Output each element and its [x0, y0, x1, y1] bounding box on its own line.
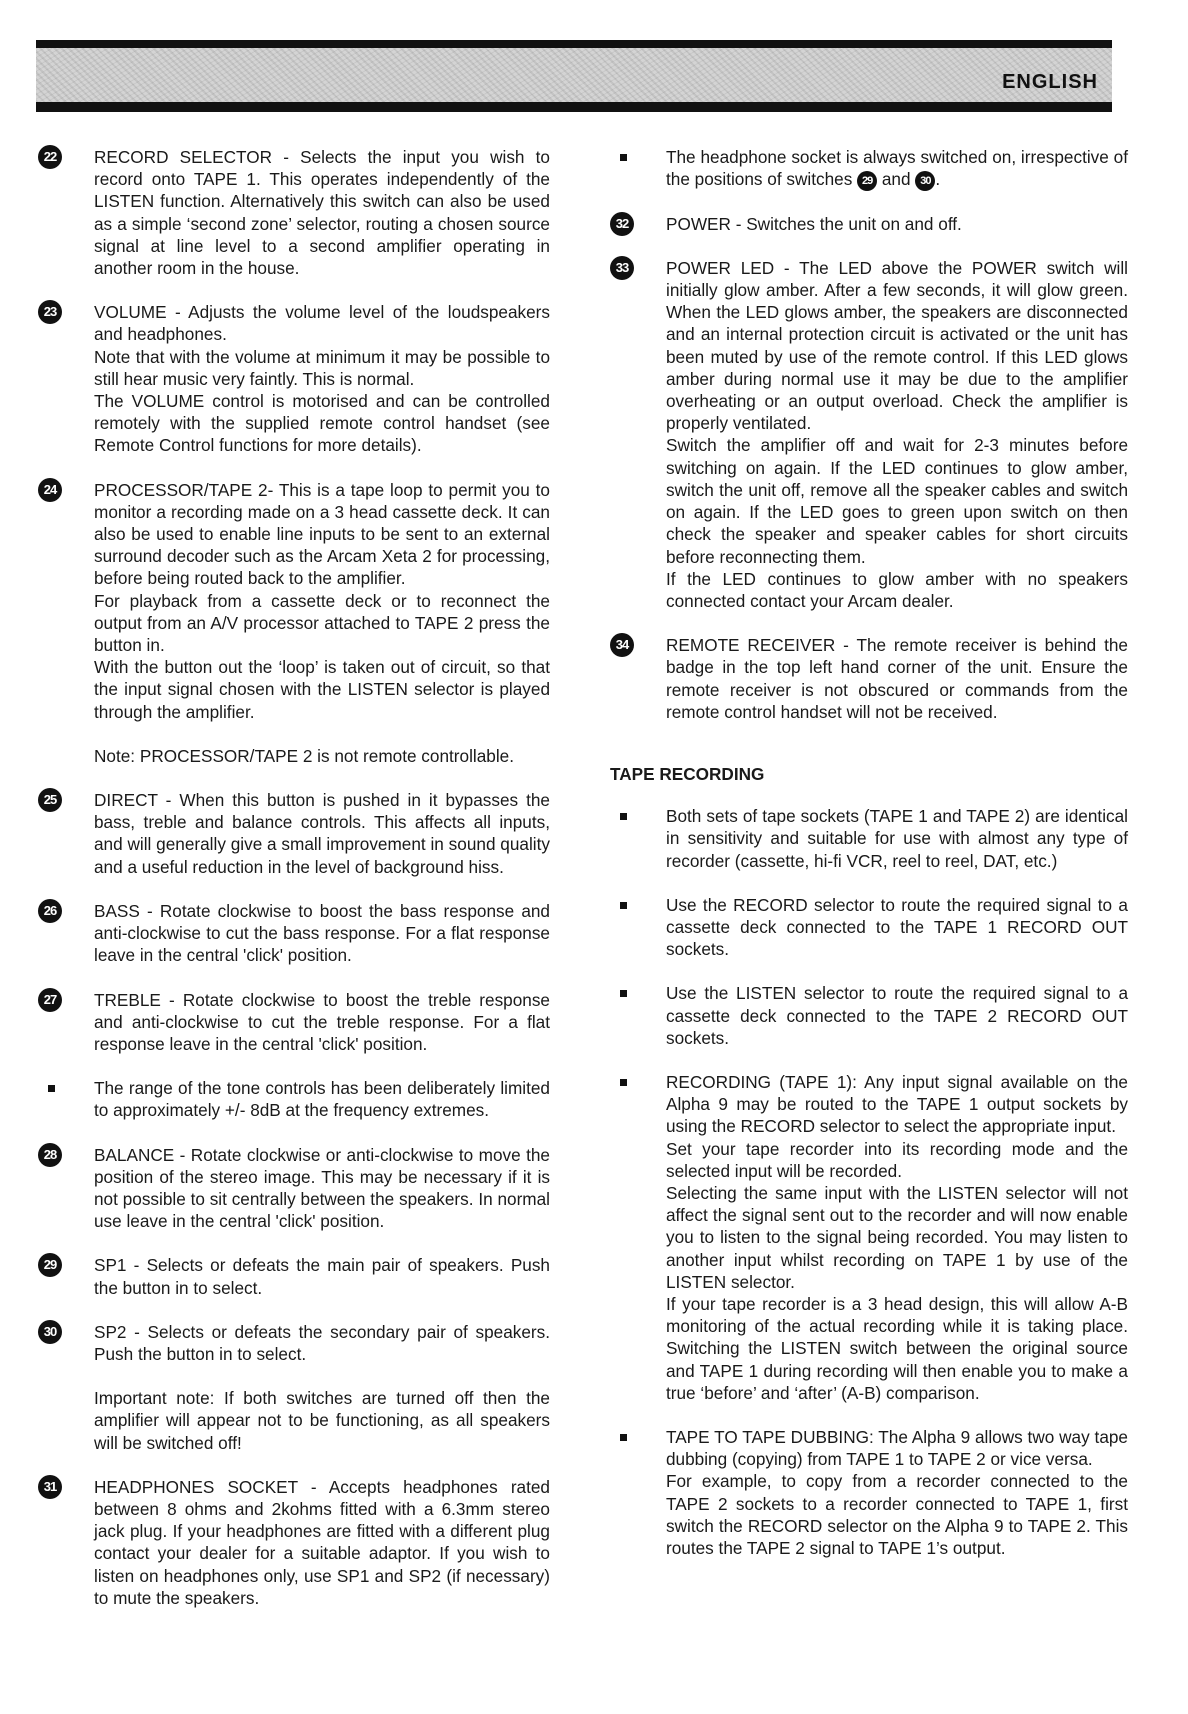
item-number-badge: 28 — [38, 1143, 62, 1167]
item-text: SP1 - Selects or defeats the main pair of speakers. Push the button in to select. — [94, 1255, 550, 1298]
header-banner — [36, 40, 1112, 112]
bullet-tape-dubbing — [610, 1426, 1128, 1559]
item-text: RECORDING (TAPE 1): Any input signal available on the Alpha 9 may be routed to the TAPE 1 output sockets by using the RECORD selector to select the appropriate input. — [666, 1071, 1128, 1137]
item-number-badge: 25 — [38, 788, 62, 812]
item-number-badge: 29 — [38, 1253, 62, 1277]
item-28-balance — [38, 1144, 550, 1233]
item-32-power — [610, 213, 1128, 235]
item-27-treble — [38, 989, 550, 1056]
item-text: TAPE TO TAPE DUBBING: The Alpha 9 allows two way tape dubbing (copying) from TAPE 1 to TAPE 2 or vice versa. — [666, 1427, 1128, 1470]
item-text: If your tape recorder is a 3 head design, this will allow A-B monitoring of the actual recording while it is taking place. Switching the LISTEN switch between the original source and TAPE 1 during recording will then enable you to make a true ‘before’ and ‘after’ (A-B) comparison. — [666, 1293, 1128, 1403]
item-number-badge: 26 — [38, 899, 62, 923]
item-25-direct — [38, 789, 550, 878]
item-text: HEADPHONES SOCKET - Accepts headphones rated between 8 ohms and 2kohms fitted with a 6.3mm stereo jack plug. If your headphones are fitted with a different plug contact your dealer for a suitable adaptor. If you wish to listen on headphones only, use SP1 and SP2 (if necessary) to mute the speakers. — [94, 1476, 550, 1608]
item-number-badge: 27 — [38, 988, 62, 1012]
headphone-text: The headphone socket is always switched on, irrespective of the positions of switches — [666, 147, 1128, 190]
bullet-tape-sockets — [610, 805, 1128, 872]
item-text: Use the RECORD selector to route the required signal to a cassette deck connected to the TAPE 1 RECORD OUT sockets. — [666, 894, 1128, 960]
speaker-important-note: Important note: If both switches are turned off then the amplifier will appear not to be functioning, as all speakers will be switched off! — [94, 1388, 550, 1453]
section-heading-tape-recording: TAPE RECORDING — [610, 763, 765, 784]
item-23-volume — [38, 301, 550, 456]
item-text: BASS - Rotate clockwise to boost the bass response and anti-clockwise to cut the bass response. For a flat response leave in the central 'click' position. — [94, 900, 550, 966]
item-number-badge: 34 — [610, 633, 634, 657]
item-text: POWER - Switches the unit on and off. — [666, 213, 962, 234]
item-34-remote-receiver — [610, 634, 1128, 723]
item-text: Set your tape recorder into its recording mode and the selected input will be recorded. — [666, 1138, 1128, 1181]
bullet-icon — [48, 1085, 55, 1092]
item-text: For playback from a cassette deck or to reconnect the output from an A/V processor attached to TAPE 2 press the button in. — [94, 590, 550, 656]
item-text: RECORD SELECTOR - Selects the input you wish to record onto TAPE 1. This operates independently of the LISTEN function. Alternatively this switch can also be used as a simple ‘second zone’ selector, routing a chosen source signal at line level to a second amplifier operating in another room in the house. — [94, 147, 550, 279]
item-number-badge: 30 — [38, 1320, 62, 1344]
item-number-badge: 31 — [38, 1475, 62, 1499]
item-24-processor-tape2 — [38, 479, 550, 723]
item-text: SP2 - Selects or defeats the secondary pair of speakers. Push the button in to select. — [94, 1321, 550, 1364]
item-text: REMOTE RECEIVER - The remote receiver is behind the badge in the top left hand corner of the unit. Ensure the remote receiver is not obscured or commands from the remote control handset will not be received. — [666, 635, 1128, 722]
item-text: Both sets of tape sockets (TAPE 1 and TAPE 2) are identical in sensitivity and suitable for use with almost any type of recorder (cassette, hi-fi VCR, reel to reel, DAT, etc.) — [666, 806, 1128, 871]
item-number-badge: 24 — [38, 478, 62, 502]
processor-note: Note: PROCESSOR/TAPE 2 is not remote controllable. — [94, 745, 514, 766]
language-label: ENGLISH — [1002, 71, 1098, 93]
item-text: BALANCE - Rotate clockwise or anti-clockwise to move the position of the stereo image. This may be necessary if it is not possible to sit centrally between the speakers. In normal use leave in the central 'click' position. — [94, 1144, 550, 1232]
item-26-bass — [38, 900, 550, 967]
bullet-recording-tape1 — [610, 1071, 1128, 1404]
item-text: PROCESSOR/TAPE 2- This is a tape loop to permit you to monitor a recording made on a 3 head cassette deck. It can also be used to enable line inputs to be sent to an external surround decoder such as the Arcam Xeta 2 for processing, before being routed back to the amplifier. — [94, 479, 550, 589]
item-22-record-selector — [38, 146, 550, 279]
item-text: POWER LED - The LED above the POWER switch will initially glow amber. After a few seconds, it will glow green. When the LED glows amber, the speakers are disconnected and an internal protection circuit is activated or the unit has been muted by use of the remote control. If this LED glows amber during normal use it may be due to the amplifier overheating or an output overload. Check the amplifier is properly ventilated. — [666, 257, 1128, 434]
item-31-headphones-socket — [38, 1476, 550, 1609]
bullet-icon — [620, 1079, 627, 1086]
bullet-icon — [620, 902, 627, 909]
item-33-power-led — [610, 257, 1128, 612]
item-number-badge: 22 — [38, 145, 62, 169]
right-column — [610, 146, 1128, 1581]
bullet-icon — [620, 154, 627, 161]
inline-number-badge: 29 — [857, 171, 877, 191]
item-number-badge: 23 — [38, 300, 62, 324]
item-30-sp2 — [38, 1321, 550, 1365]
item-text: Use the LISTEN selector to route the required signal to a cassette deck connected to the TAPE 2 RECORD OUT sockets. — [666, 983, 1128, 1048]
item-text: Note that with the volume at minimum it may be possible to still hear music very faintly. This is normal. — [94, 346, 550, 389]
item-29-sp1 — [38, 1254, 550, 1298]
item-text: Switch the amplifier off and wait for 2-3 minutes before switching on again. If the LED continues to glow amber, switch the unit off, remove all the speaker cables and switch on again. If the LED goes to green upon switch on then check the speaker and speaker cables for short circuits before reconnecting them. — [666, 435, 1128, 567]
and-text: and — [881, 169, 911, 190]
left-column — [38, 146, 550, 1631]
inline-number-badge: 30 — [915, 171, 935, 191]
item-text: The VOLUME control is motorised and can be controlled remotely with the supplied remote control handset (see Remote Control functions for more details). — [94, 391, 550, 456]
bullet-record-selector — [610, 894, 1128, 961]
item-text: For example, to copy from a recorder connected to the TAPE 2 sockets to a recorder connected to TAPE 1, first switch the RECORD selector on the Alpha 9 to TAPE 2. This routes the TAPE 2 signal to TAPE 1’s output. — [666, 1471, 1128, 1559]
bullet-icon — [620, 1434, 627, 1441]
bullet-headphone-socket — [610, 146, 1128, 191]
item-number-badge: 32 — [610, 212, 634, 236]
item-text: With the button out the ‘loop’ is taken out of circuit, so that the input signal chosen with the LISTEN selector is played through the amplifier. — [94, 657, 550, 722]
item-text: Selecting the same input with the LISTEN selector will not affect the signal sent out to the recorder and will now enable you to listen to the signal being recorded. You may listen to another input whilst recording on TAPE 1 by use of the LISTEN selector. — [666, 1182, 1128, 1292]
item-text — [666, 146, 1128, 191]
item-text: The range of the tone controls has been deliberately limited to approximately +/- 8dB at the frequency extremes. — [94, 1078, 550, 1121]
period-text: . — [935, 169, 941, 190]
bullet-icon — [620, 813, 627, 820]
item-text: DIRECT - When this button is pushed in it bypasses the bass, treble and balance controls. This affects all inputs, and will generally give a small improvement in sound quality and a useful reduction in the level of background hiss. — [94, 790, 550, 877]
bullet-icon — [620, 990, 627, 997]
bullet-tone-range — [38, 1077, 550, 1121]
item-number-badge: 33 — [610, 256, 634, 280]
item-text: TREBLE - Rotate clockwise to boost the treble response and anti-clockwise to cut the treble response. For a flat response leave in the central 'click' position. — [94, 989, 550, 1054]
item-text: VOLUME - Adjusts the volume level of the loudspeakers and headphones. — [94, 302, 550, 345]
bullet-listen-selector — [610, 982, 1128, 1049]
item-text: If the LED continues to glow amber with no speakers connected contact your Arcam dealer. — [666, 568, 1128, 611]
